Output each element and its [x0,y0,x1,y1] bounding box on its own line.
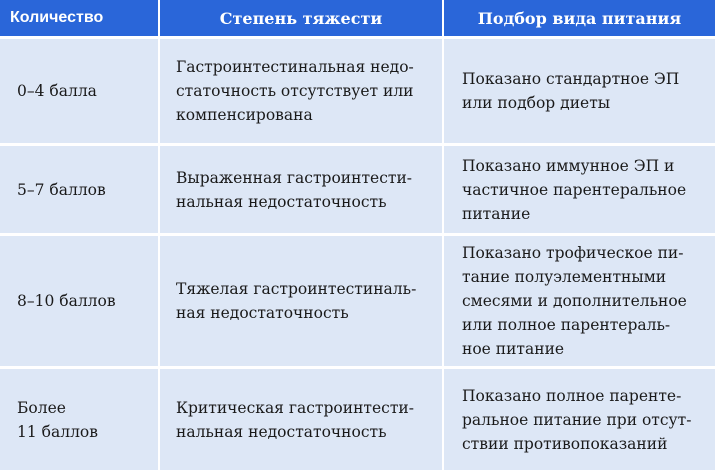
row-1-nutrition-text: Показано стандартное ЭП или подбор диеты [462,70,680,112]
row-1-count-text: 0–4 балла [17,82,97,100]
row-2-nutrition [442,143,715,233]
row-3-nutrition-text: Показано трофическое пи- тание полуэлементными смесями и дополнительное или полное парентераль- ное питание [462,244,687,358]
row-4-nutrition-text: Показано полное паренте- ральное питание при отсут- ствии противопоказаний [462,386,692,453]
row-2-severity [158,143,442,233]
row-2-count-text: 5–7 баллов [17,180,106,199]
row-3-severity-text: Тяжелая гастроинтестиналь- ная недостаточность [176,280,417,322]
row-3-nutrition [442,233,715,366]
header-severity: Степень тяжести [158,0,442,36]
row-4-severity-text: Критическая гастроинтести- нальная недостаточность [176,398,414,441]
row-1-severity-text: Гастроинтестинальная недо- статочность отсутствует или компенсирована [176,58,414,124]
row-4-count [0,366,158,470]
row-1-nutrition [442,36,715,143]
row-3-count-text: 8–10 баллов [17,292,116,310]
row-3-severity [158,233,442,366]
row-1-severity [158,36,442,143]
row-2-nutrition-text: Показано иммунное ЭП и частичное парентеральное питание [462,156,687,223]
row-4-count-text: Более 11 баллов [17,398,98,441]
header-nutrition: Подбор вида питания [442,0,715,36]
header-count: Количество [0,0,158,36]
row-4-severity [158,366,442,470]
row-2-count [0,143,158,233]
row-2-severity-text: Выраженная гастроинтести- нальная недостаточность [176,168,413,211]
row-1-count [0,36,158,143]
row-3-count [0,233,158,366]
row-4-nutrition [442,366,715,470]
